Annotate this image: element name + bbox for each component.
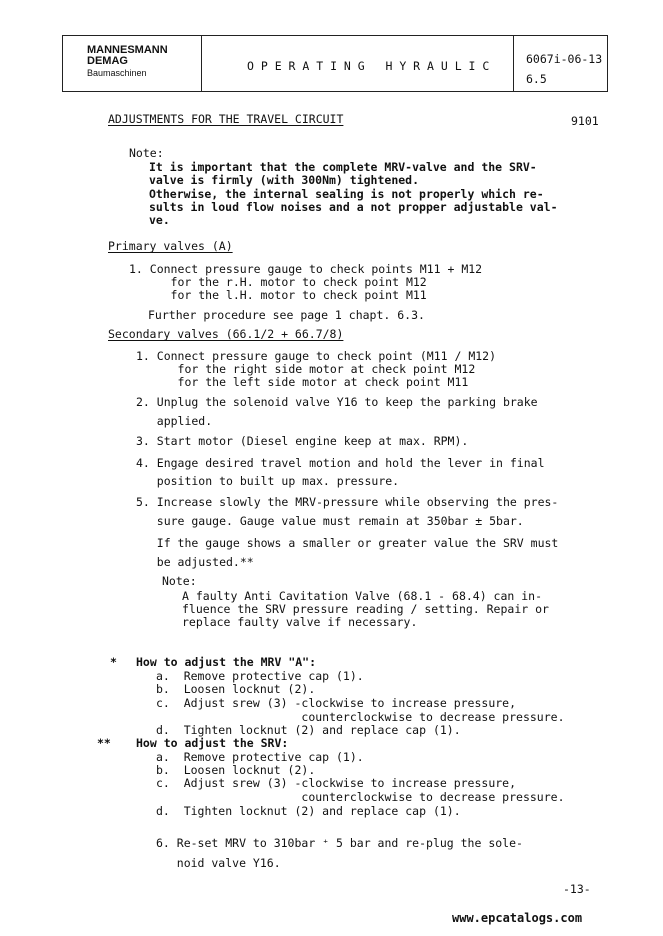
secondary-step: for the right side motor at check point M12 bbox=[136, 362, 476, 376]
step-six: noid valve Y16. bbox=[156, 856, 281, 870]
primary-step: for the l.H. motor to check point M11 bbox=[129, 288, 427, 302]
note-line: It is important that the complete MRV-valve and the SRV- bbox=[149, 160, 537, 174]
primary-heading: Primary valves (A) bbox=[108, 239, 233, 253]
secondary-heading: Secondary valves (66.1/2 + 66.7/8) bbox=[108, 327, 344, 341]
header-title: O P E R A T I N G H Y R A U L I C bbox=[247, 59, 490, 73]
section-code: 9101 bbox=[571, 114, 599, 128]
srv-heading: How to adjust the SRV: bbox=[136, 736, 289, 750]
secondary-step: If the gauge shows a smaller or greater value the SRV must bbox=[136, 536, 559, 550]
note-line: valve is firmly (with 300Nm) tightened. bbox=[149, 173, 420, 187]
secondary-step: be adjusted.** bbox=[136, 555, 254, 569]
secondary-step: 2. Unplug the solenoid valve Y16 to keep the parking brake bbox=[136, 395, 538, 409]
secondary-note-line: replace faulty valve if necessary. bbox=[182, 615, 418, 629]
secondary-step: for the left side motor at check point M11 bbox=[136, 375, 469, 389]
company-brand: DEMAG bbox=[87, 55, 128, 67]
secondary-step: 3. Start motor (Diesel engine keep at max. RPM). bbox=[136, 434, 469, 448]
mrv-marker: * bbox=[110, 655, 117, 669]
watermark: www.epcatalogs.com bbox=[452, 911, 583, 925]
company-division: Baumaschinen bbox=[87, 68, 147, 78]
mrv-step: c. Adjust srew (3) -clockwise to increase pressure, bbox=[156, 696, 517, 710]
primary-step: for the r.H. motor to check point M12 bbox=[129, 275, 427, 289]
note-line: Otherwise, the internal sealing is not properly which re- bbox=[149, 187, 544, 201]
secondary-step: 5. Increase slowly the MRV-pressure while observing the pres- bbox=[136, 495, 559, 509]
srv-step: a. Remove protective cap (1). bbox=[156, 750, 364, 764]
company-name: MANNESMANN bbox=[87, 44, 168, 56]
note-line: sults in loud flow noises and a not propper adjustable val- bbox=[149, 200, 558, 214]
secondary-step: 1. Connect pressure gauge to check point (M11 / M12) bbox=[136, 349, 497, 363]
doc-number: 6067i-06-13 bbox=[526, 52, 603, 66]
srv-step: b. Loosen locknut (2). bbox=[156, 763, 316, 777]
secondary-note-label: Note: bbox=[162, 574, 197, 588]
mrv-step: d. Tighten locknut (2) and replace cap (1). bbox=[156, 723, 461, 737]
note-label: Note: bbox=[129, 146, 164, 160]
secondary-note-line: A faulty Anti Cavitation Valve (68.1 - 68.4) can in- bbox=[182, 589, 543, 603]
srv-marker: ** bbox=[97, 736, 111, 750]
document-header bbox=[62, 35, 608, 92]
section-number: 6.5 bbox=[526, 72, 547, 86]
primary-step: 1. Connect pressure gauge to check points M11 + M12 bbox=[129, 262, 483, 276]
secondary-step: applied. bbox=[136, 414, 213, 428]
primary-further: Further procedure see page 1 chapt. 6.3. bbox=[148, 308, 425, 322]
secondary-step: sure gauge. Gauge value must remain at 350bar ± 5bar. bbox=[136, 514, 524, 528]
mrv-step: counterclockwise to decrease pressure. bbox=[156, 710, 565, 724]
srv-step: c. Adjust srew (3) -clockwise to increase pressure, bbox=[156, 776, 517, 790]
mrv-heading: How to adjust the MRV "A": bbox=[136, 655, 317, 669]
header-divider-right bbox=[513, 36, 514, 91]
header-divider-left bbox=[201, 36, 202, 91]
section-title: ADJUSTMENTS FOR THE TRAVEL CIRCUIT bbox=[108, 112, 344, 126]
secondary-step: 4. Engage desired travel motion and hold the lever in final bbox=[136, 456, 545, 470]
mrv-step: a. Remove protective cap (1). bbox=[156, 669, 364, 683]
step-six: 6. Re-set MRV to 310bar ⁺ 5 bar and re-plug the sole- bbox=[156, 836, 523, 850]
srv-step: d. Tighten locknut (2) and replace cap (1). bbox=[156, 804, 461, 818]
page-number: -13- bbox=[563, 882, 591, 896]
secondary-note-line: fluence the SRV pressure reading / setting. Repair or bbox=[182, 602, 549, 616]
secondary-step: position to built up max. pressure. bbox=[136, 474, 400, 488]
mrv-step: b. Loosen locknut (2). bbox=[156, 682, 316, 696]
srv-step: counterclockwise to decrease pressure. bbox=[156, 790, 565, 804]
note-line: ve. bbox=[149, 213, 170, 227]
